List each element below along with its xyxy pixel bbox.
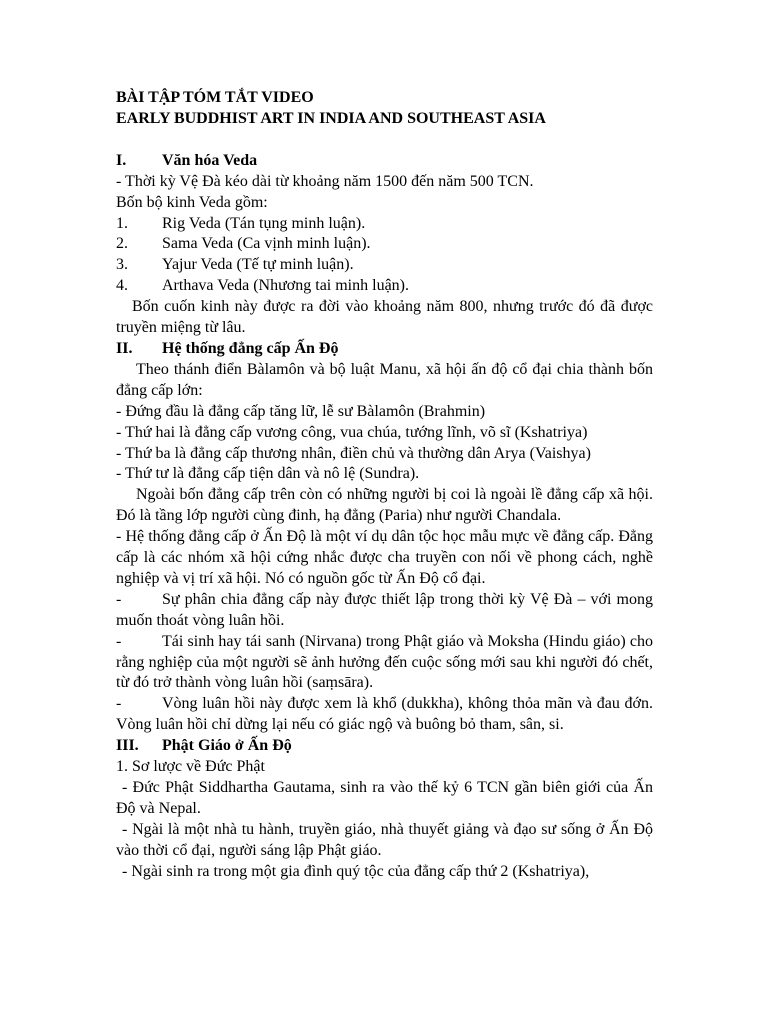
section-3-paragraph-3: - Ngài sinh ra trong một gia đình quý tộc của đẳng cấp thứ 2 (Kshatriya), bbox=[122, 862, 590, 880]
dash-item-text: Tái sinh hay tái sanh (Nirvana) trong Phật giáo và Moksha (Hindu giáo) cho rằng nghiệp của một người sẽ ảnh hưởng đến cuộc sống mới sau khi người đó chết, từ đó trở thành vòng luân hồi (saṃsāra). bbox=[116, 632, 653, 692]
section-2-dash-item-1 bbox=[116, 590, 653, 632]
veda-list-item bbox=[116, 234, 653, 255]
veda-list-item bbox=[116, 255, 653, 276]
section-1-paragraph-2: Bốn bộ kinh Veda gồm: bbox=[116, 193, 268, 211]
list-text: Arthava Veda (Nhương tai minh luận). bbox=[162, 277, 409, 295]
section-1-number: I. bbox=[116, 151, 127, 169]
list-number: 4. bbox=[116, 277, 128, 295]
veda-list-item bbox=[116, 214, 653, 235]
list-number: 1. bbox=[116, 214, 128, 232]
dash-marker: - bbox=[116, 695, 122, 713]
section-3-subheading: 1. Sơ lược về Đức Phật bbox=[116, 758, 265, 776]
section-3-paragraph-1: - Đức Phật Siddhartha Gautama, sinh ra vào thế kỷ 6 TCN gần biên giới của Ấn Độ và Nepal. bbox=[116, 779, 653, 817]
dash-marker: - bbox=[116, 590, 122, 608]
section-3-title: Phật Giáo ở Ấn Độ bbox=[162, 737, 292, 755]
section-1-paragraph-1: - Thời kỳ Vệ Đà kéo dài từ khoảng năm 1500 đến năm 500 TCN. bbox=[116, 172, 534, 190]
dash-item-text: Sự phân chia đẳng cấp này được thiết lập trong thời kỳ Vệ Đà – với mong muốn thoát vòng luân hồi. bbox=[116, 590, 653, 629]
section-1-heading bbox=[116, 151, 653, 172]
document-title bbox=[116, 88, 653, 130]
veda-list-item bbox=[116, 276, 653, 297]
title-line-1: BÀI TẬP TÓM TẮT VIDEO bbox=[116, 89, 314, 106]
list-number: 3. bbox=[116, 256, 128, 274]
caste-bullet-1: - Đứng đầu là đẳng cấp tăng lữ, lễ sư Bàlamôn (Brahmin) bbox=[116, 402, 486, 420]
section-2-heading bbox=[116, 339, 653, 360]
section-2-title: Hệ thống đẳng cấp Ấn Độ bbox=[162, 339, 339, 357]
section-1-title: Văn hóa Veda bbox=[162, 151, 258, 169]
caste-bullet-3: - Thứ ba là đẳng cấp thương nhân, điền chủ và thường dân Arya (Vaishya) bbox=[116, 444, 591, 462]
list-number: 2. bbox=[116, 235, 128, 253]
dash-item-text: Vòng luân hồi này được xem là khổ (dukkha), không thỏa mãn và đau đớn. Vòng luân hồi chỉ dừng lại nếu có giác ngộ và buông bỏ tham, sân, si. bbox=[116, 695, 653, 734]
list-text: Rig Veda (Tán tụng minh luận). bbox=[162, 214, 366, 232]
section-3-paragraph-2: - Ngài là một nhà tu hành, truyền giáo, nhà thuyết giảng và đạo sư sống ở Ấn Độ vào thời cổ đại, người sáng lập Phật giáo. bbox=[116, 820, 653, 859]
section-2-number: II. bbox=[116, 339, 133, 357]
section-1-paragraph-3: Bốn cuốn kinh này được ra đời vào khoảng năm 800, nhưng trước đó đã được truyền miệng từ lâu. bbox=[116, 298, 653, 337]
section-2-dash-item-2 bbox=[116, 632, 653, 695]
title-line-2: EARLY BUDDHIST ART IN INDIA AND SOUTHEAST ASIA bbox=[116, 109, 546, 127]
caste-bullet-2: - Thứ hai là đẳng cấp vương công, vua chúa, tướng lĩnh, võ sĩ (Kshatriya) bbox=[116, 423, 588, 441]
section-2-paragraph-2: Ngoài bốn đẳng cấp trên còn có những người bị coi là ngoài lề đẳng cấp xã hội. Đó là tầng lớp người cùng đinh, hạ đẳng (Paria) như người Chandala. bbox=[116, 486, 653, 525]
section-2-paragraph-1: Theo thánh điển Bàlamôn và bộ luật Manu, xã hội ấn độ cổ đại chia thành bốn đẳng cấp lớn: bbox=[116, 360, 653, 399]
caste-bullet-4: - Thứ tư là đẳng cấp tiện dân và nô lệ (Sundra). bbox=[116, 465, 420, 483]
section-3-number: III. bbox=[116, 737, 139, 755]
dash-marker: - bbox=[116, 632, 122, 650]
list-text: Sama Veda (Ca vịnh minh luận). bbox=[162, 235, 371, 253]
section-2-paragraph-3: - Hệ thống đẳng cấp ở Ấn Độ là một ví dụ dân tộc học mẫu mực về đẳng cấp. Đẳng cấp là các nhóm xã hội cứng nhắc được cha truyền con nối về phong cách, nghề nghiệp và vị trí xã hội. Nó có nguồn gốc từ Ấn Độ cổ đại. bbox=[116, 528, 653, 587]
list-text: Yajur Veda (Tế tự minh luận). bbox=[162, 256, 354, 274]
section-2-dash-item-3 bbox=[116, 694, 653, 736]
section-3-heading bbox=[116, 736, 653, 757]
